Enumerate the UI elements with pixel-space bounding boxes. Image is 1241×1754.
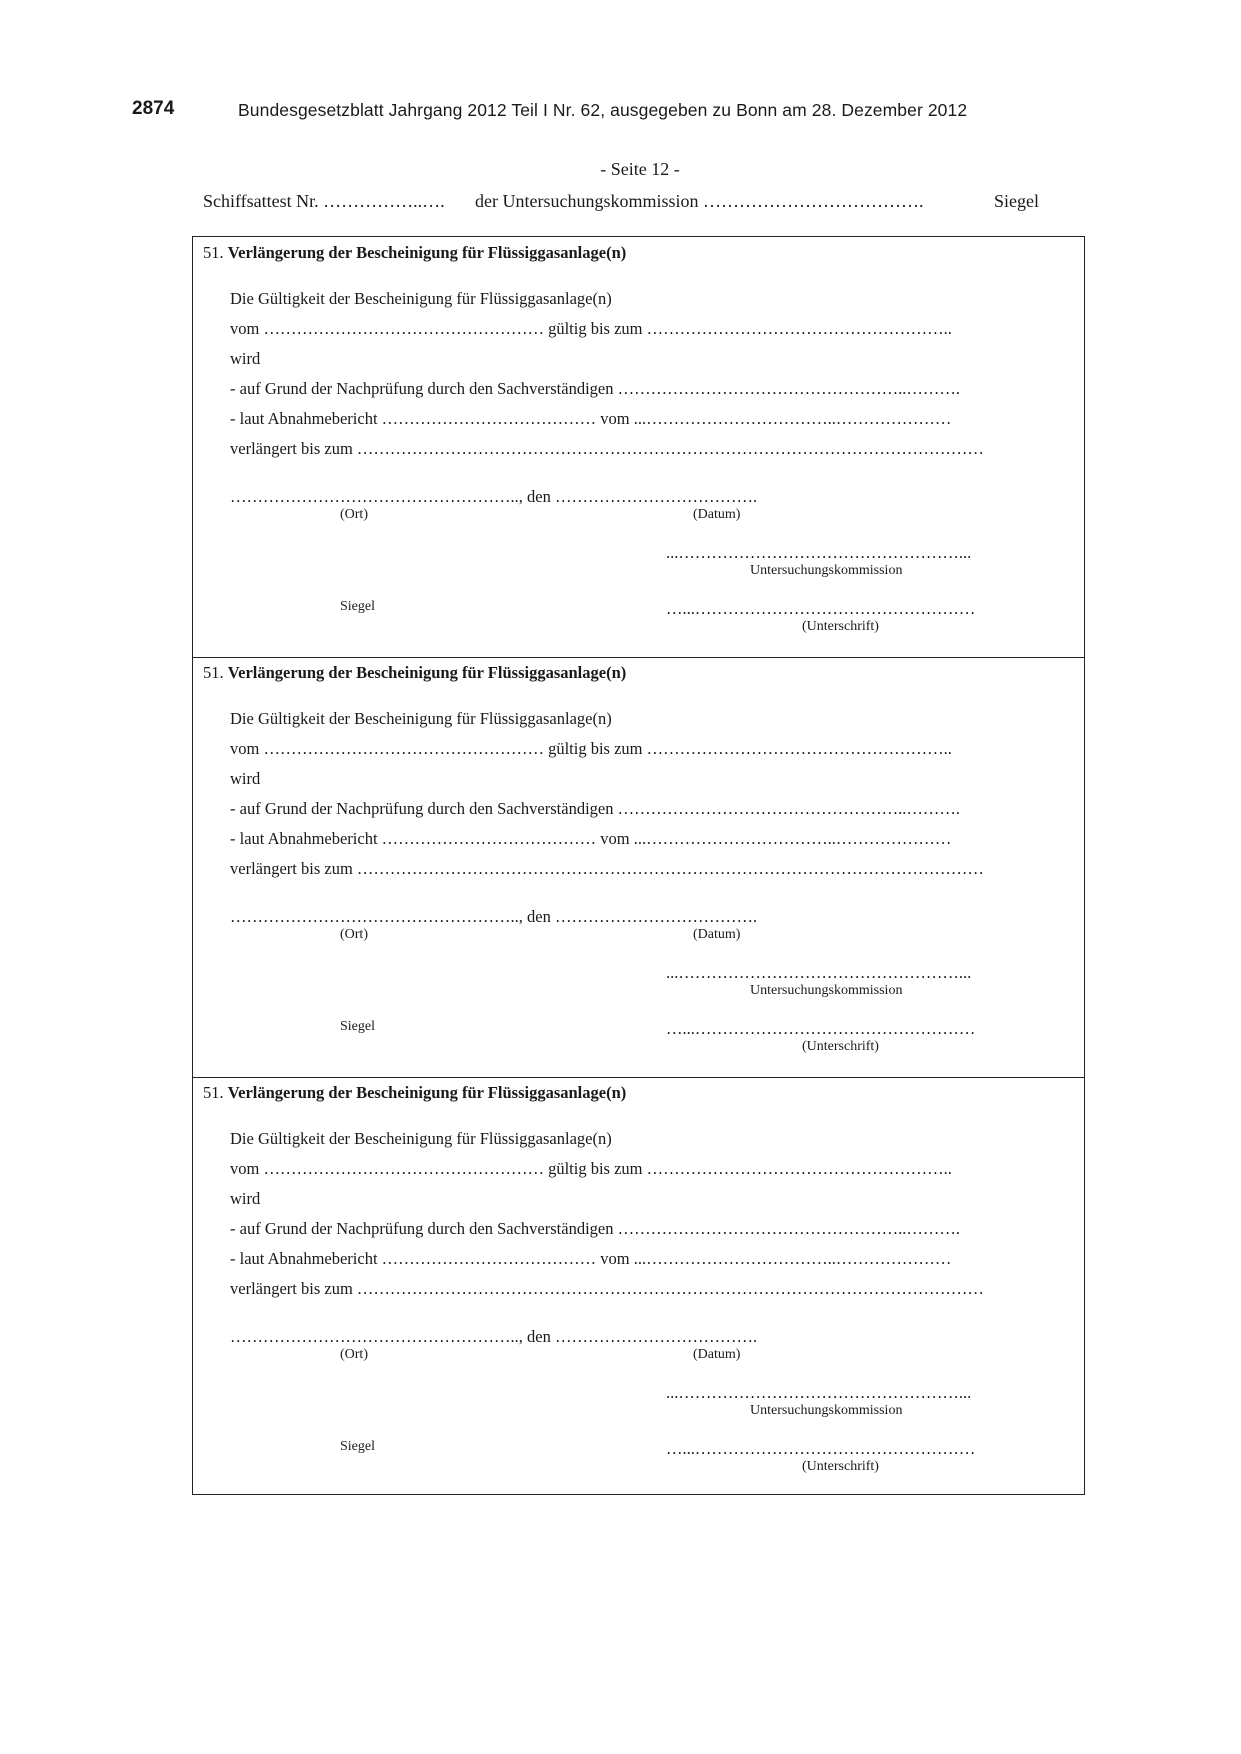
commission-caption: Untersuchungskommission: [750, 983, 903, 998]
valid-from-to-line: vom …………………………………………… gültig bis zum ………………………………………………..: [230, 319, 952, 338]
section-number: 51.: [203, 663, 224, 682]
place-date-line: …………………………………………….., den ……………………………….: [230, 487, 758, 506]
signature-caption: (Unterschrift): [802, 1459, 879, 1474]
wird-text: wird: [230, 769, 261, 788]
commission-caption: Untersuchungskommission: [750, 563, 903, 578]
running-head: Bundesgesetzblatt Jahrgang 2012 Teil I Nr. 62, ausgegeben zu Bonn am 28. Dezember 2012: [238, 100, 968, 120]
section-title: Verlängerung der Bescheinigung für Flüssiggasanlage(n): [227, 1083, 627, 1102]
section-heading: [203, 663, 626, 683]
signature-dots: …...……………………………………………: [666, 1019, 976, 1038]
validity-text: Die Gültigkeit der Bescheinigung für Flüssiggasanlage(n): [230, 709, 612, 728]
header-seal-label: Siegel: [994, 191, 1039, 211]
acceptance-report-line: - laut Abnahmebericht ………………………………… vom ...……………………………..…………………: [230, 829, 952, 848]
seal-label: Siegel: [340, 1439, 375, 1454]
acceptance-report-line: - laut Abnahmebericht ………………………………… vom ...……………………………..…………………: [230, 1249, 952, 1268]
place-caption: (Ort): [340, 927, 368, 942]
commission-dots: ...……………………………………………...: [666, 543, 972, 562]
signature-dots: …...……………………………………………: [666, 1439, 976, 1458]
wird-text: wird: [230, 349, 261, 368]
wird-text: wird: [230, 1189, 261, 1208]
seal-label: Siegel: [340, 1019, 375, 1034]
signature-caption: (Unterschrift): [802, 619, 879, 634]
expert-review-line: - auf Grund der Nachprüfung durch den Sachverständigen ……………………………………………..……….: [230, 379, 960, 398]
section-number: 51.: [203, 1083, 224, 1102]
seal-label: Siegel: [340, 599, 375, 614]
section-title: Verlängerung der Bescheinigung für Flüssiggasanlage(n): [227, 663, 627, 682]
page-number: 2874: [132, 98, 175, 119]
place-caption: (Ort): [340, 1347, 368, 1362]
expert-review-line: - auf Grund der Nachprüfung durch den Sachverständigen ……………………………………………..……….: [230, 799, 960, 818]
commission-dots: ...……………………………………………...: [666, 963, 972, 982]
date-caption: (Datum): [693, 507, 741, 522]
commission-dots: ...……………………………………………...: [666, 1383, 972, 1402]
form-page-label: - Seite 12 -: [600, 159, 680, 179]
date-caption: (Datum): [693, 927, 741, 942]
validity-text: Die Gültigkeit der Bescheinigung für Flüssiggasanlage(n): [230, 289, 612, 308]
extension-section: [193, 1077, 1084, 1497]
extension-section: [193, 657, 1084, 1078]
extended-until-line: verlängert bis zum ……………………………………………………………………………………………………: [230, 1279, 984, 1298]
signature-caption: (Unterschrift): [802, 1039, 879, 1054]
extended-until-line: verlängert bis zum ……………………………………………………………………………………………………: [230, 439, 984, 458]
section-heading: [203, 243, 626, 263]
date-caption: (Datum): [693, 1347, 741, 1362]
validity-text: Die Gültigkeit der Bescheinigung für Flüssiggasanlage(n): [230, 1129, 612, 1148]
attest-number-field: Schiffsattest Nr. ……………..….: [203, 191, 445, 211]
place-caption: (Ort): [340, 507, 368, 522]
extension-section: [193, 237, 1084, 658]
section-heading: [203, 1083, 626, 1103]
place-date-line: …………………………………………….., den ……………………………….: [230, 1327, 758, 1346]
valid-from-to-line: vom …………………………………………… gültig bis zum ………………………………………………..: [230, 1159, 952, 1178]
acceptance-report-line: - laut Abnahmebericht ………………………………… vom ...……………………………..…………………: [230, 409, 952, 428]
extended-until-line: verlängert bis zum ……………………………………………………………………………………………………: [230, 859, 984, 878]
extension-form-frame: [192, 236, 1085, 1495]
commission-caption: Untersuchungskommission: [750, 1403, 903, 1418]
section-number: 51.: [203, 243, 224, 262]
section-title: Verlängerung der Bescheinigung für Flüssiggasanlage(n): [227, 243, 627, 262]
valid-from-to-line: vom …………………………………………… gültig bis zum ………………………………………………..: [230, 739, 952, 758]
commission-field: der Untersuchungskommission ……………………………….: [475, 191, 924, 211]
signature-dots: …...……………………………………………: [666, 599, 976, 618]
place-date-line: …………………………………………….., den ……………………………….: [230, 907, 758, 926]
expert-review-line: - auf Grund der Nachprüfung durch den Sachverständigen ……………………………………………..……….: [230, 1219, 960, 1238]
